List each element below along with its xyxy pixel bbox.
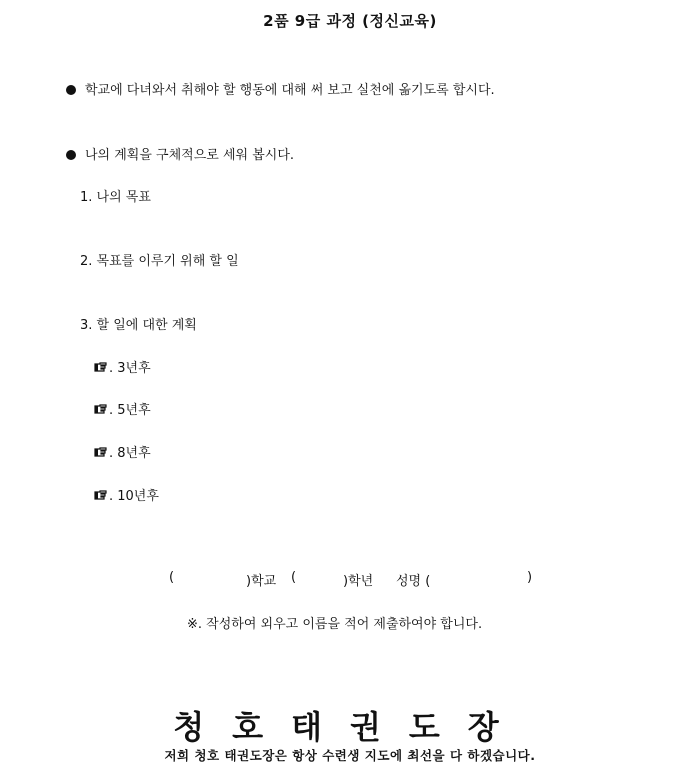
bullet-text-2: 나의 계획을 구체적으로 세워 봅시다.	[85, 148, 295, 163]
filled-circle-icon	[66, 85, 76, 95]
bullet-text-1: 학교에 다녀와서 취해야 할 행동에 대해 써 보고 실천에 옮기도록 합시다.	[85, 83, 495, 98]
grade-field-label: )학년	[343, 574, 374, 589]
school-field-label: )학교	[246, 574, 277, 589]
pointing-hand-icon	[94, 362, 107, 373]
pointing-hand-icon	[94, 490, 107, 501]
submission-note: ※. 작성하여 외우고 이름을 적어 제출하여야 합니다.	[187, 617, 483, 632]
plan-sub-item-label: . 3년후	[109, 361, 151, 376]
plan-item-goal: 1. 나의 목표	[80, 190, 151, 205]
name-field-label: 성명 (	[396, 574, 431, 589]
plan-item-tasks: 2. 목표를 이루기 위해 할 일	[80, 254, 239, 269]
plan-sub-item-3y	[94, 357, 151, 376]
school-open-paren: (	[169, 570, 175, 585]
dojang-name: 청호태권도장	[173, 708, 527, 746]
page-title: 2품 9급 과정 (정신교육)	[263, 12, 437, 30]
plan-sub-item-label: . 10년후	[109, 489, 159, 504]
dojang-slogan: 저희 청호 태권도장은 항상 수련생 지도에 최선을 다 하겠습니다.	[164, 748, 536, 763]
plan-sub-item-8y	[94, 442, 151, 461]
plan-item-schedule: 3. 할 일에 대한 계획	[80, 318, 197, 333]
grade-open-paren: (	[291, 570, 297, 585]
plan-sub-item-label: . 8년후	[109, 446, 151, 461]
name-close-paren: )	[527, 570, 533, 585]
bullet-item-2	[66, 144, 294, 163]
pointing-hand-icon	[94, 404, 107, 415]
bullet-item-1	[66, 79, 495, 98]
plan-sub-item-10y	[94, 485, 159, 504]
plan-sub-item-label: . 5년후	[109, 403, 151, 418]
pointing-hand-icon	[94, 447, 107, 458]
filled-circle-icon	[66, 150, 76, 160]
plan-sub-item-5y	[94, 399, 151, 418]
